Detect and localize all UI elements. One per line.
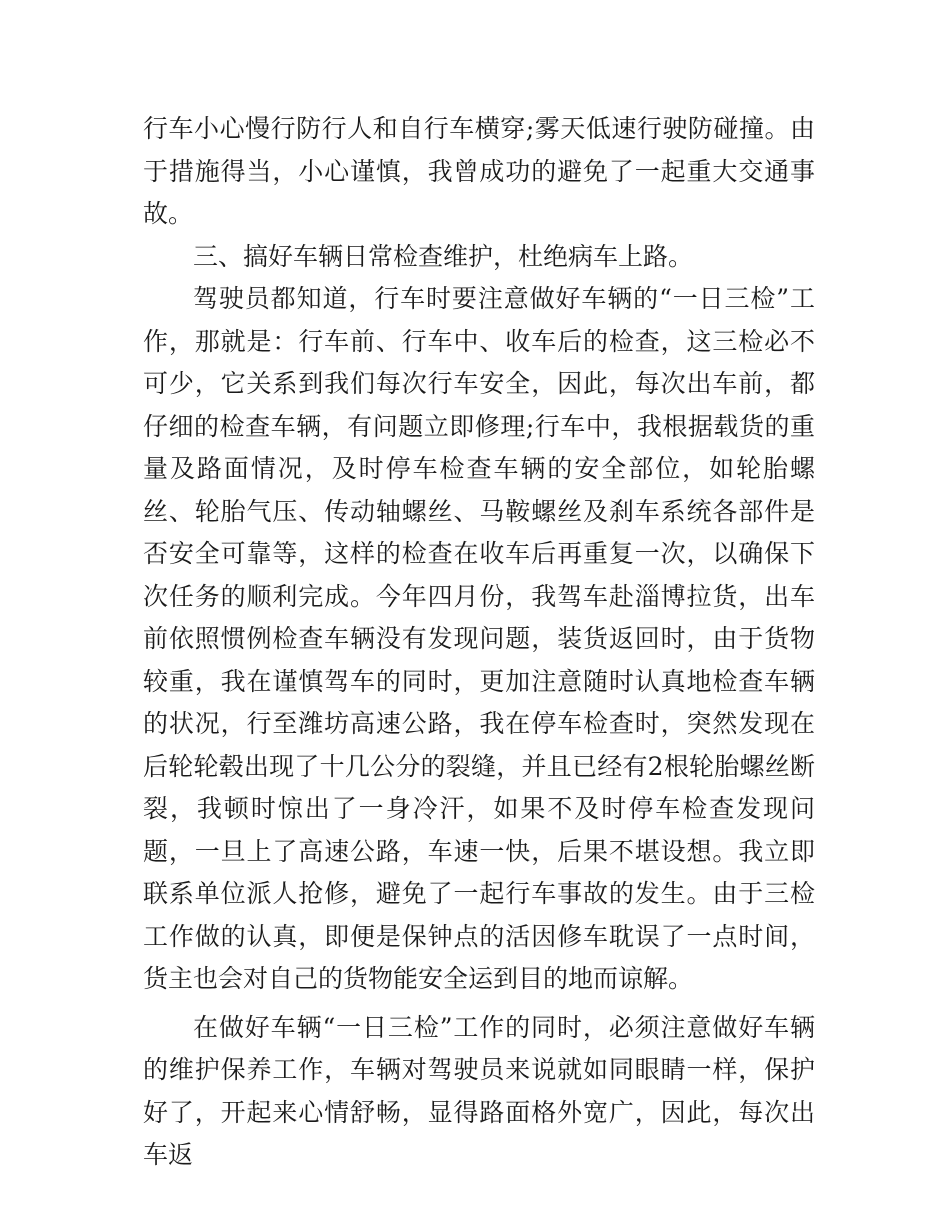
- paragraph-daily-inspection: 驾驶员都知道，行车时要注意做好车辆的“一日三检”工作，那就是：行车前、行车中、收车后的检查，这三检必不可少，它关系到我们每次行车安全，因此，每次出车前，都仔细的检查车辆，有问题立即修理;行车中，我根据载货的重量及路面情况，及时停车检查车辆的安全部位，如轮胎螺丝、轮胎气压、传动轴螺丝、马鞍螺丝及刹车系统各部件是否安全可靠等，这样的检查在收车后再重复一次，以确保下次任务的顺利完成。今年四月份，我驾车赴淄博拉货，出车前依照惯例检查车辆没有发现问题，装货返回时，由于货物较重，我在谨慎驾车的同时，更加注意随时认真地检查车辆的状况，行至潍坊高速公路，我在停车检查时，突然发现在后轮轮毂出现了十几公分的裂缝，并且已经有2根轮胎螺丝断裂，我顿时惊出了一身冷汗，如果不及时停车检查发现问题，一旦上了高速公路，车速一快，后果不堪设想。我立即联系单位派人抢修，避免了一起行车事故的发生。由于三检工作做的认真，即便是保钟点的活因修车耽误了一点时间，货主也会对自己的货物能安全运到目的地而谅解。: [143, 284, 815, 993]
- section-heading-three: 三、搞好车辆日常检查维护，杜绝病车上路。: [193, 241, 694, 271]
- paragraph-maintenance: 在做好车辆“一日三检”工作的同时，必须注意做好车辆的维护保养工作，车辆对驾驶员来说就如同眼睛一样，保护好了，开起来心情舒畅，显得路面格外宽广，因此，每次出车返: [143, 1012, 815, 1169]
- document-body: [143, 108, 815, 1177]
- paragraph-continuation: 行车小心慢行防行人和自行车横穿;雾天低速行驶防碰撞。由于措施得当，小心谨慎，我曾成功的避免了一起重大交通事故。: [143, 114, 815, 228]
